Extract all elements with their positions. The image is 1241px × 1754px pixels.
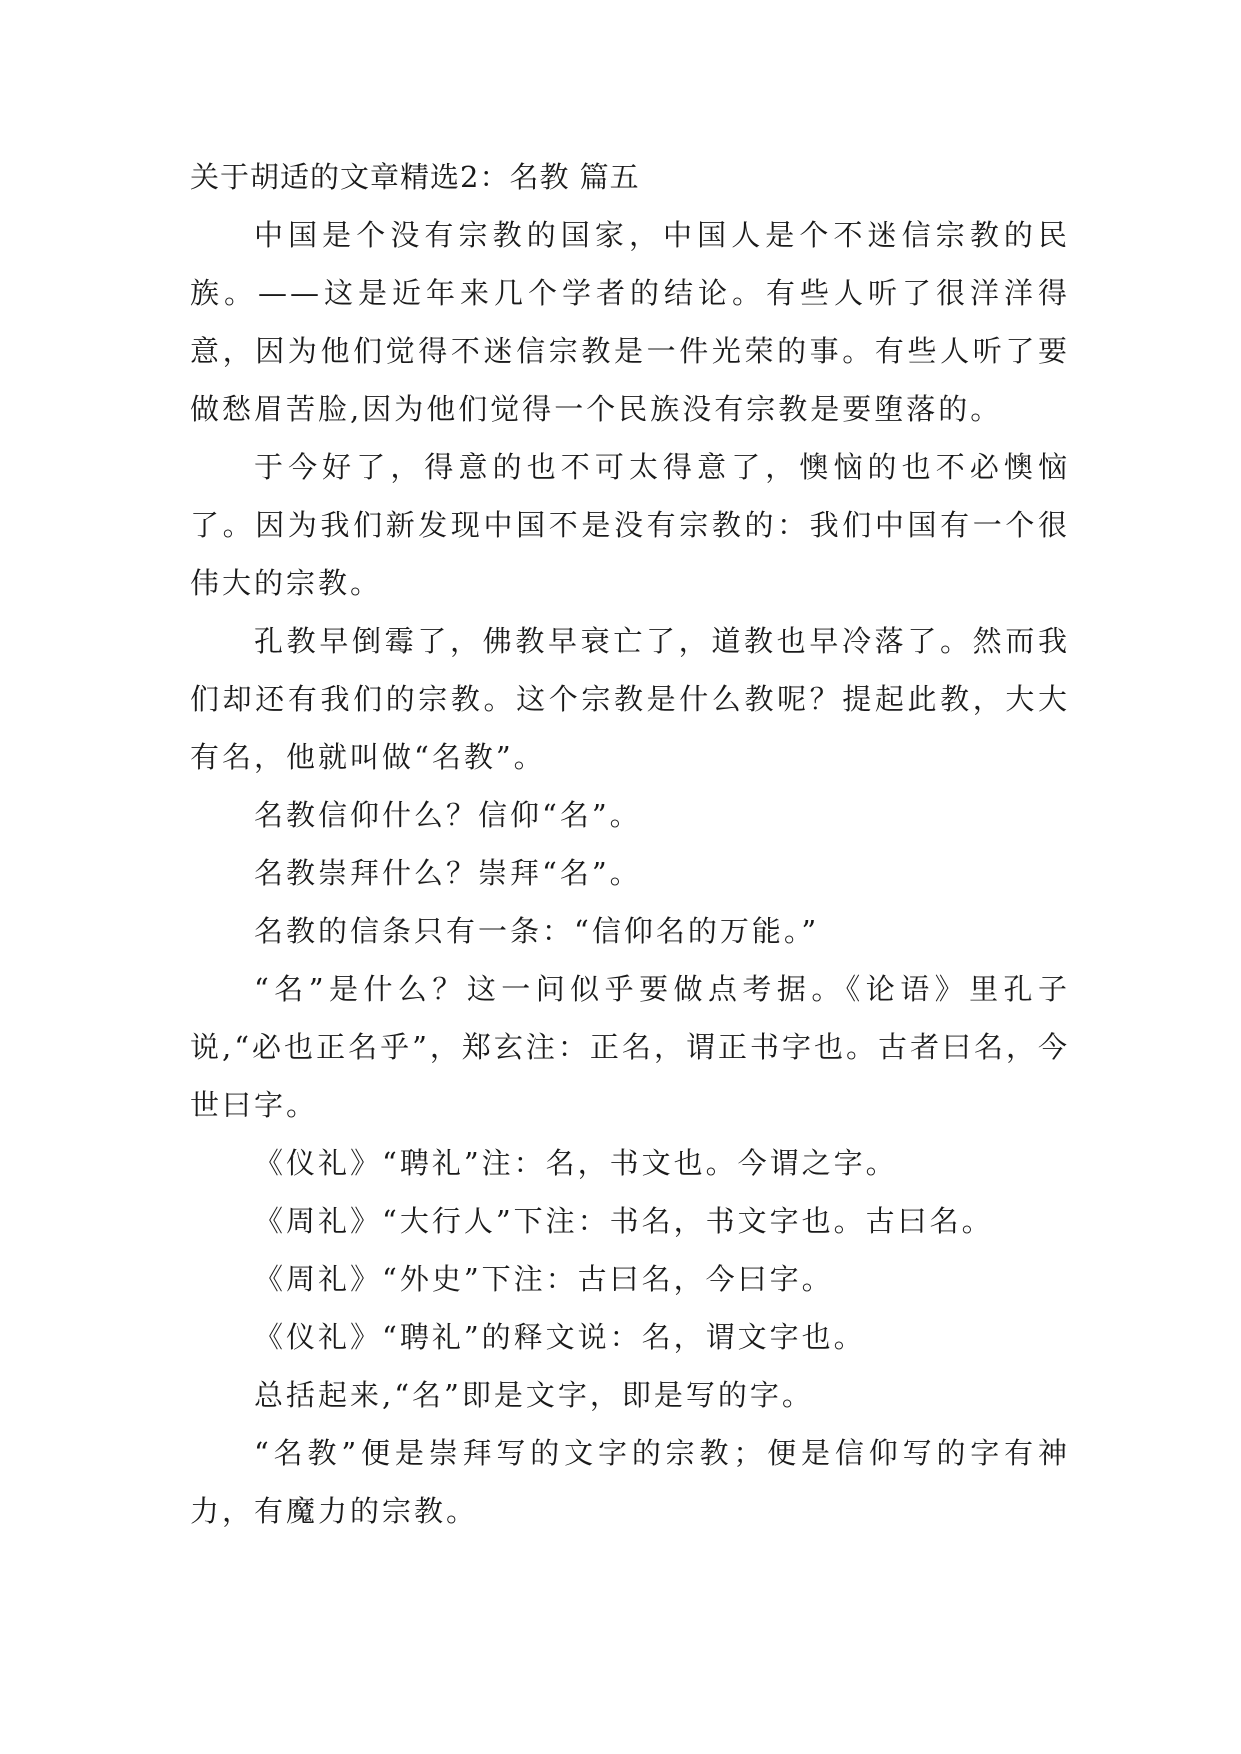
paragraph: 《仪礼》“聘礼”注：名，书文也。今谓之字。	[254, 1146, 898, 1180]
paragraph: 《周礼》“大行人”下注：书名，书文字也。古曰名。	[254, 1204, 994, 1238]
paragraph: 《仪礼》“聘礼”的释文说：名，谓文字也。	[254, 1320, 866, 1354]
paragraph: 总括起来,“名”即是文字，即是写的字。	[254, 1378, 814, 1412]
paragraph: 名教信仰什么？信仰“名”。	[254, 798, 642, 832]
paragraph: 孔教早倒霉了，佛教早衰亡了，道教也早冷落了。然而我们却还有我们的宗教。这个宗教是什么教呢？提起此教，大大有名，他就叫做“名教”。	[190, 624, 1070, 774]
paragraph: 中国是个没有宗教的国家，中国人是个不迷信宗教的民族。——这是近年来几个学者的结论。有些人听了很洋洋得意，因为他们觉得不迷信宗教是一件光荣的事。有些人听了要做愁眉苦脸,因为他们觉得一个民族没有宗教是要堕落的。	[190, 218, 1070, 426]
document-heading: 关于胡适的文章精选2：名教 篇五	[190, 160, 640, 194]
paragraph: “名”是什么？这一问似乎要做点考据。《论语》里孔子说,“必也正名乎”，郑玄注：正名，谓正书字也。古者曰名，今世曰字。	[190, 972, 1070, 1122]
paragraph: 名教崇拜什么？崇拜“名”。	[254, 856, 642, 890]
paragraph: 于今好了，得意的也不可太得意了，懊恼的也不必懊恼了。因为我们新发现中国不是没有宗教的：我们中国有一个很伟大的宗教。	[190, 450, 1070, 600]
document-body	[190, 148, 1070, 1540]
paragraph: 名教的信条只有一条：“信仰名的万能。”	[254, 914, 820, 948]
paragraph: “名教”便是崇拜写的文字的宗教；便是信仰写的字有神力，有魔力的宗教。	[190, 1436, 1070, 1528]
paragraph: 《周礼》“外史”下注：古曰名，今曰字。	[254, 1262, 834, 1296]
